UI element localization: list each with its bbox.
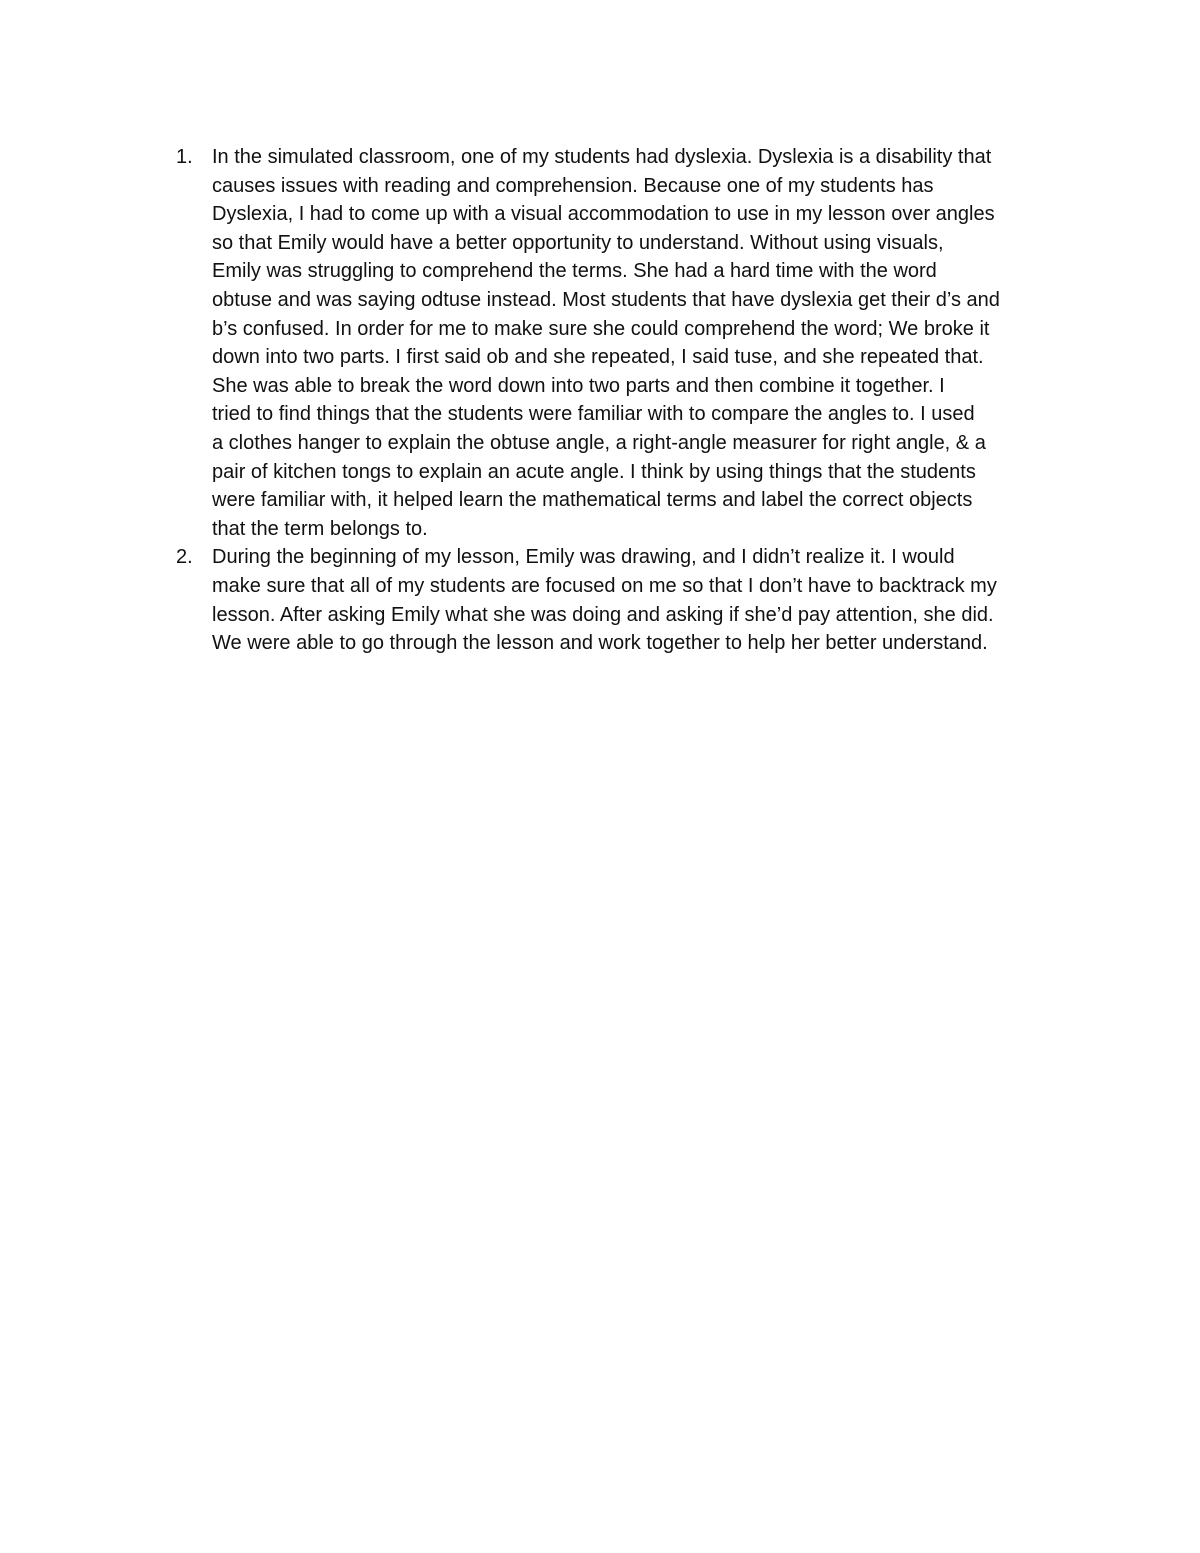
text-line: In the simulated classroom, one of my students had dyslexia. Dyslexia is a disability that [212, 146, 992, 168]
text-line: Dyslexia, I had to come up with a visual accommodation to use in my lesson over angles [212, 203, 995, 226]
text-line: were familiar with, it helped learn the mathematical terms and label the correct objects [212, 489, 973, 512]
list-item [170, 543, 1070, 657]
text-line: make sure that all of my students are focused on me so that I don’t have to backtrack my [212, 574, 997, 597]
list-item-number: 2. [176, 546, 193, 569]
text-line: obtuse and was saying odtuse instead. Most students that have dyslexia get their d’s and [212, 288, 1000, 311]
text-line: b’s confused. In order for me to make sure she could comprehend the word; We broke it [212, 317, 990, 340]
text-line: tried to find things that the students were familiar with to compare the angles to. I used [212, 403, 975, 426]
text-line: During the beginning of my lesson, Emily was drawing, and I didn’t realize it. I would [212, 546, 955, 569]
text-line: a clothes hanger to explain the obtuse angle, a right-angle measurer for right angle, & a [212, 431, 986, 454]
text-line: She was able to break the word down into two parts and then combine it together. I [212, 374, 945, 397]
text-line: lesson. After asking Emily what she was doing and asking if she’d pay attention, she did. [212, 603, 994, 626]
text-line: Emily was struggling to comprehend the terms. She had a hard time with the word [212, 260, 937, 283]
text-line: pair of kitchen tongs to explain an acute angle. I think by using things that the students [212, 460, 976, 483]
text-line: that the term belongs to. [212, 517, 428, 540]
text-line: causes issues with reading and comprehension. Because one of my students has [212, 174, 934, 197]
numbered-list [170, 143, 1070, 658]
text-line: We were able to go through the lesson and work together to help her better understand. [212, 632, 988, 655]
list-item [170, 143, 1070, 543]
text-line: so that Emily would have a better opportunity to understand. Without using visuals, [212, 231, 944, 254]
list-item-number: 1. [176, 146, 193, 168]
text-line: down into two parts. I first said ob and she repeated, I said tuse, and she repeated that. [212, 346, 984, 369]
